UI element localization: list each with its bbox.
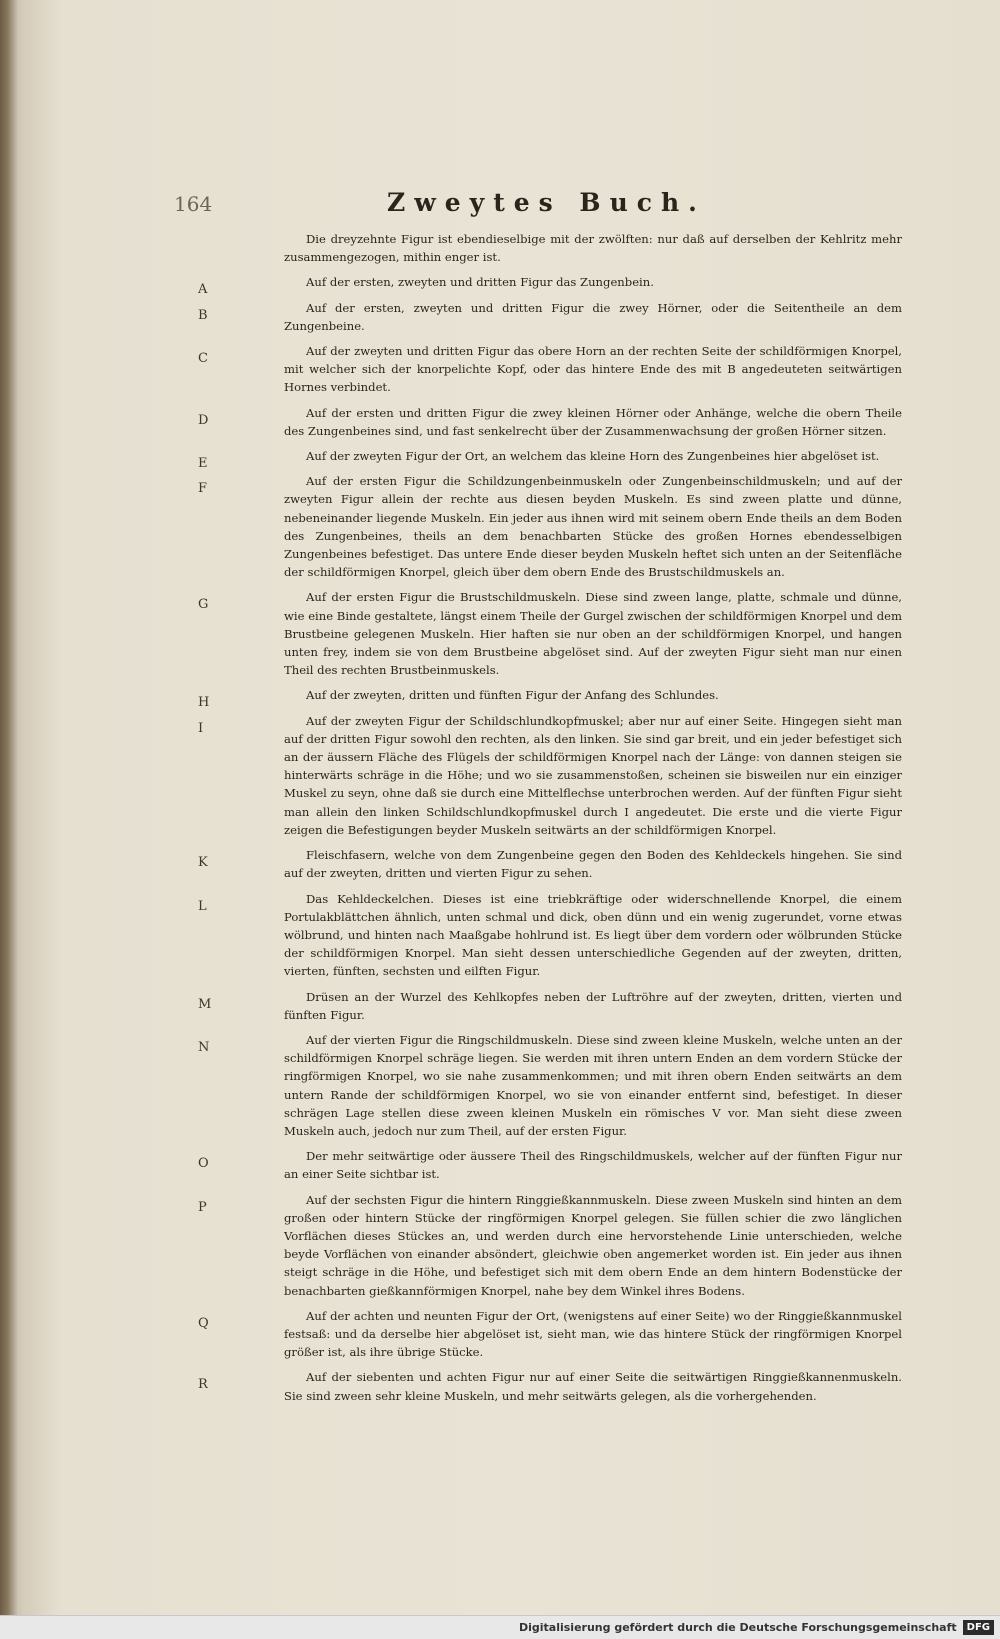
entry-text: Auf der sechsten Figur die hintern Ringgießkannmuskeln. Diese zween Muskeln sind hinten an dem großen oder hintern Stücke der ringförmigen Knorpel gelegen. Sie füllen schier die zwo länglichen Vorflächen dieses Stückes an, und werden durch eine hervorstehende Linie unterschieden, welche beyde Vorflächen von einander absöndert, gleichwie oben angemerket worden ist. Ein jeder aus ihnen steigt schräge in die Höhe, und befestiget sich mit dem obern Ende an dem hintern Bodenstücke der benachbarten gießkannförmigen Knorpel, nahe bey dem Winkel ihres Bodens. <box>284 1192 902 1298</box>
entry-marker: I <box>198 720 204 736</box>
book-page <box>22 0 1000 1615</box>
entry-marker: B <box>198 307 208 323</box>
entry-text: Auf der zweyten und dritten Figur das obere Horn an der rechten Seite der schildförmigen Knorpel, mit welcher sich der knorpelichte Kopf, oder das hintere Ende des mit B angedeuteten seitwärtigen Hornes verbindet. <box>284 344 902 395</box>
entry-marker: P <box>198 1199 207 1215</box>
list-item <box>22 890 1000 981</box>
dfg-logo-icon: DFG <box>963 1620 994 1635</box>
entry-text: Auf der ersten und dritten Figur die zwey kleinen Hörner oder Anhänge, welche die obern Theile des Zungenbeines sind, und fast senkelrecht über der Zusammenwachsung der großen Hörner sitzen. <box>284 405 902 438</box>
list-item <box>22 447 1000 472</box>
entry-text: Auf der siebenten und achten Figur nur auf einer Seite die seitwärtigen Ringgießkannenmuskeln. Sie sind zween sehr kleine Muskeln, und mehr seitwärts gelegen, als die vorhergehenden. <box>284 1370 902 1403</box>
entry-text: Auf der zweyten Figur der Ort, an welchem das kleine Horn des Zungenbeines hier abgelöset ist. <box>306 449 880 464</box>
entry-marker: R <box>198 1377 208 1393</box>
list-item <box>22 404 1000 440</box>
entry-marker: C <box>198 351 208 367</box>
entry-marker: E <box>198 456 208 472</box>
entry-marker: M <box>198 996 212 1012</box>
entry-text: Auf der zweyten Figur der Schildschlundkopfmuskel; aber nur auf einer Seite. Hingegen sieht man auf der dritten Figur sowohl den rechten, als den linken. Sie sind gar breit, und ein jeder befestiget sich an der äussern Fläche des Flügels der schildförmigen Knorpel nach der Länge: von dannen steigen sie hinterwärts schräge in die Höhe; und wo sie zusammenstoßen, scheinen sie bisweilen nur ein einziger Muskel zu seyn, ohne daß sie durch eine Mittelflechse unterbrochen werden. Auf der fünften Figur sieht man allein den linken Schildschlundkopfmuskel durch I angedeutet. Die erste und die vierte Figur zeigen die Befestigungen beyder Muskeln seitwärts an der schildförmigen Knorpel. <box>284 713 902 837</box>
list-item <box>22 1191 1000 1300</box>
entry-text: Auf der ersten Figur die Schildzungenbeinmuskeln oder Zungenbeinschildmuskeln; und auf der zweyten Figur allein der rechte aus diesen beyden Muskeln. Es sind zween platte und dünne, nebeneinander liegende Muskeln. Ein jeder aus ihnen wird mit seinem obern Ende theils an dem Boden des Zungenbeines, theils an dem benachbarten Stücke des großen Hornes ebendesselbigen Zungenbeines befestiget. Das untere Ende dieser beyden Muskeln heftet sich unten an der Seitenfläche der schildförmigen Knorpel, gleich über dem obern Ende des Brustschildmuskels an. <box>284 474 902 580</box>
entry-text: Auf der vierten Figur die Ringschildmuskeln. Diese sind zween kleine Muskeln, welche unten an der schildförmigen Knorpel schräge liegen. Sie werden mit ihren untern Enden an dem vordern Stücke der ringförmigen Knorpel, wo sie nahe zusammenkommen; und mit ihren obern Enden seitwärts an dem untern Rande der schildförmigen Knorpel, wo sie von einander entfernt sind, befestiget. In dieser schrägen Lage stellen diese zween kleinen Muskeln ein römisches V vor. Man sieht diese zween Muskeln auch, jedoch nur zum Theil, auf der ersten Figur. <box>284 1032 902 1138</box>
entry-marker: D <box>198 412 209 428</box>
entry-marker: Q <box>198 1315 209 1331</box>
entry-text: Die dreyzehnte Figur ist ebendieselbige mit der zwölften: nur daß auf derselben der Kehlritz mehr zusammengezogen, mithin enger ist. <box>284 232 902 265</box>
list-item <box>22 273 1000 298</box>
list-item <box>22 299 1000 335</box>
digitization-footer <box>0 1615 1000 1639</box>
entry-text: Der mehr seitwärtige oder äussere Theil des Ringschildmuskels, welcher auf der fünften Figur nur an einer Seite sichtbar ist. <box>284 1149 902 1182</box>
list-item <box>22 230 1000 266</box>
footer-credit: Digitalisierung gefördert durch die Deutsche Forschungsgemeinschaft <box>518 1621 957 1634</box>
entry-text: Auf der zweyten, dritten und fünften Figur der Anfang des Schlundes. <box>306 688 719 703</box>
list-item <box>22 588 1000 679</box>
entry-text: Auf der ersten, zweyten und dritten Figur die zwey Hörner, oder die Seitentheile an dem Zungenbeine. <box>284 300 902 333</box>
list-item <box>22 686 1000 711</box>
page-number: 164 <box>174 192 213 216</box>
entry-marker: H <box>198 695 210 711</box>
entry-text: Das Kehldeckelchen. Dieses ist eine triebkräftige oder widerschnellende Knorpel, die einem Portulakblättchen ähnlich, unten schmal und dick, oben dünn und ein wenig zugerundet, vorne etwas wölbrund, und hinten nach Maaßgabe hohlrund ist. Es liegt über dem vordern oder wölbrunden Stücke der schildförmigen Knorpel. Man sieht dessen unterschiedliche Gegenden auf der zweyten, dritten, vierten, fünften, sechsten und eilften Figur. <box>284 891 902 979</box>
entry-text: Auf der ersten Figur die Brustschildmuskeln. Diese sind zween lange, platte, schmale und dünne, wie eine Binde gestaltete, längst einem Theile der Gurgel zwischen der schildförmigen Knorpel und dem Brustbeine gelegenen Muskeln. Hier haften sie nur oben an der schildförmigen Knorpel, und hangen unten frey, indem sie von dem Brustbeine abgelöset sind. Auf der zweyten Figur sieht man nur einen Theil des rechten Brustbeinmuskels. <box>284 590 902 678</box>
list-item <box>22 846 1000 882</box>
entry-marker: G <box>198 597 209 613</box>
entry-text: Auf der achten und neunten Figur der Ort, (wenigstens auf einer Seite) wo der Ringgießkannmuskel festsaß: und da derselbe hier abgelöset ist, sieht man, wie das hintere Stück der ringförmigen Knorpel größer ist, als ihre übrige Stücke. <box>284 1308 902 1360</box>
entry-marker: O <box>198 1156 209 1172</box>
list-item <box>22 1147 1000 1183</box>
entry-text: Fleischfasern, welche von dem Zungenbeine gegen den Boden des Kehldeckels hingehen. Sie sind auf der zweyten, dritten und vierten Figur zu sehen. <box>284 848 902 881</box>
entries-list <box>22 230 1000 1412</box>
entry-marker: F <box>198 481 208 497</box>
entry-marker: K <box>198 855 208 871</box>
list-item <box>22 988 1000 1024</box>
running-title: Zweytes Buch. <box>387 188 706 217</box>
list-item <box>22 342 1000 397</box>
entry-text: Auf der ersten, zweyten und dritten Figur das Zungenbein. <box>306 275 654 290</box>
entry-marker: N <box>198 1039 210 1055</box>
list-item <box>22 1307 1000 1362</box>
entry-marker: L <box>198 898 207 914</box>
list-item <box>22 472 1000 581</box>
list-item <box>22 1031 1000 1140</box>
page-header <box>22 188 1000 228</box>
entry-text: Drüsen an der Wurzel des Kehlkopfes neben der Luftröhre auf der zweyten, dritten, vierten und fünften Figur. <box>284 989 902 1022</box>
entry-marker: A <box>198 282 208 298</box>
list-item <box>22 1368 1000 1404</box>
list-item <box>22 712 1000 839</box>
